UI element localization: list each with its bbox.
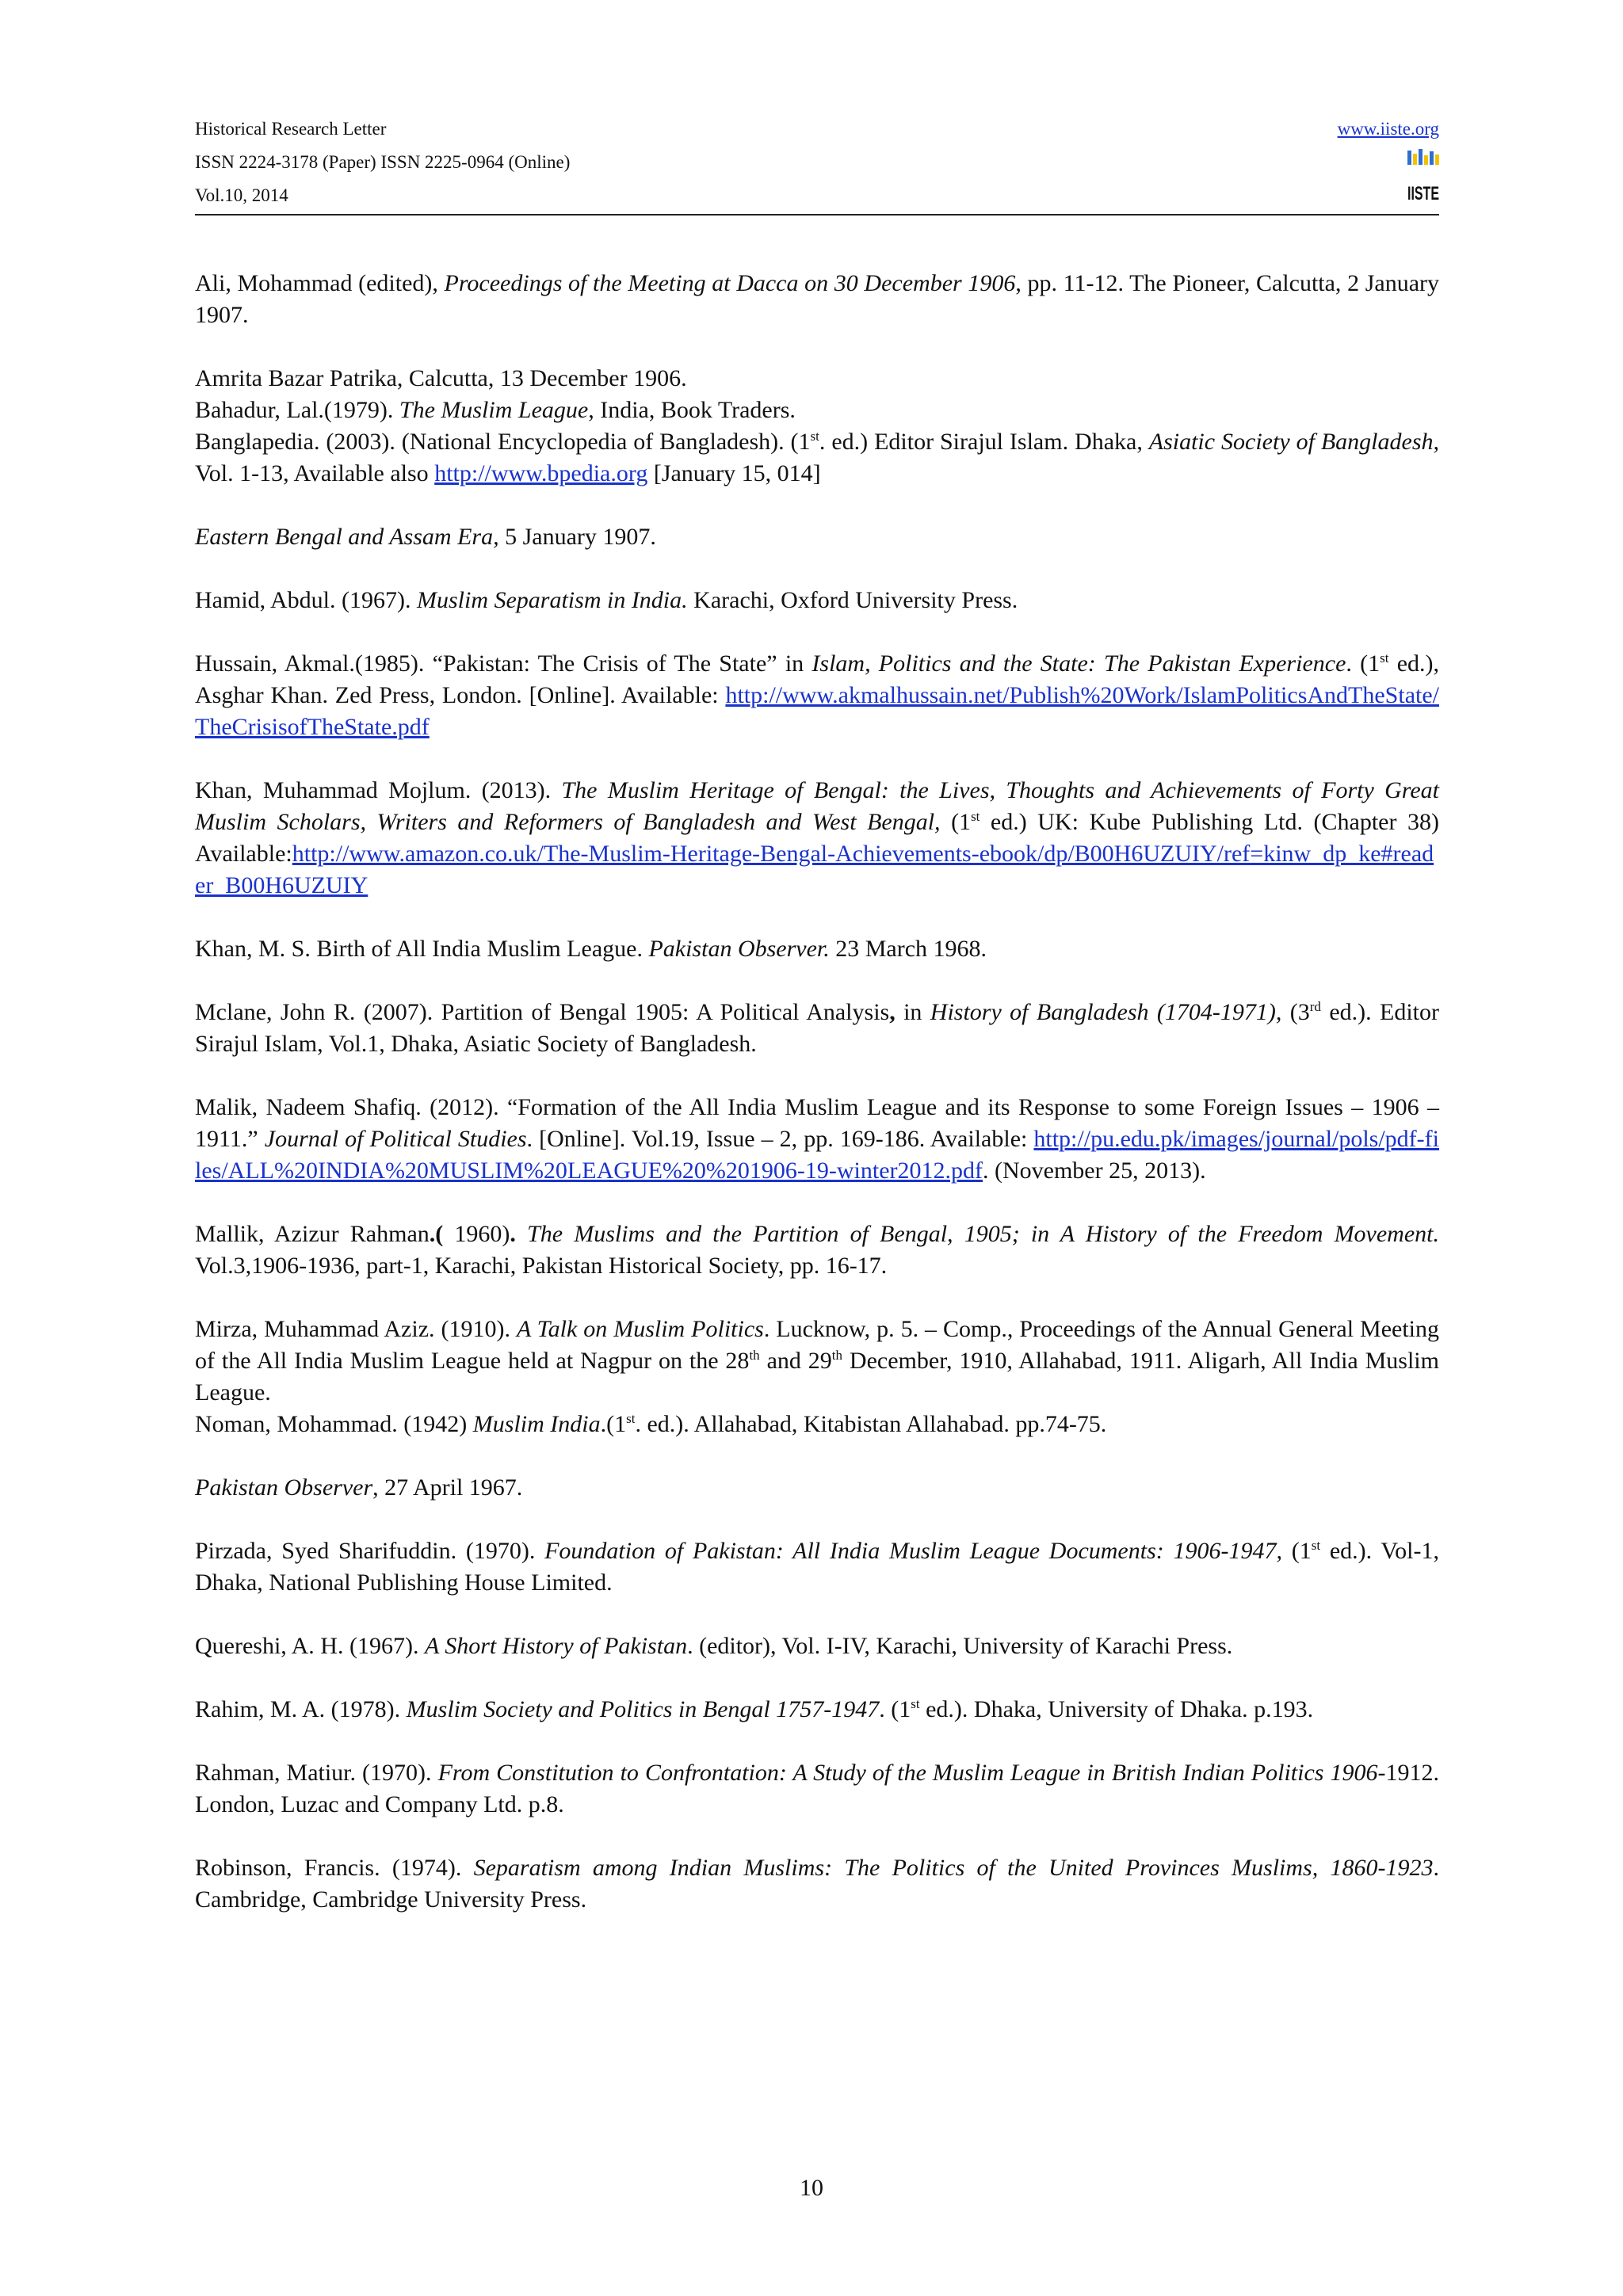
ordinal-superscript: st bbox=[1311, 1538, 1321, 1553]
reference-text: . (November 25, 2013). bbox=[983, 1158, 1206, 1184]
reference-text: . (editor), Vol. I-IV, Karachi, University of Karachi Press. bbox=[687, 1633, 1233, 1659]
reference-text: 5 January 1907. bbox=[498, 524, 656, 550]
reference-text: in bbox=[895, 999, 930, 1025]
reference-title: Proceedings of the Meeting at Dacca on 30 December 1906 bbox=[444, 270, 1016, 296]
reference-text: Mirza, Muhammad Aziz. (1910). bbox=[195, 1316, 517, 1342]
reference-text: ed.) UK: Kube Publishing Ltd. (Chapter 38) Available: bbox=[195, 809, 1439, 867]
reference-link[interactable]: http://pu.edu.pk/images/journal/pols/pdf-files/ALL%20INDIA%20MUSLIM%20LEAGUE%20%201906-19-winter2012.pdf bbox=[195, 1126, 1439, 1184]
reference-text: Rahim, M. A. (1978). bbox=[195, 1696, 407, 1722]
reference-title: The Muslim League bbox=[399, 397, 589, 423]
reference-title: Foundation of Pakistan: All India Muslim League Documents: 1906-1947, bbox=[544, 1538, 1282, 1564]
reference-text: . Lucknow, p. 5. – Comp., Proceedings of the Annual General Meeting of the All India Muslim League held at Nagpur on the 28 bbox=[195, 1316, 1440, 1374]
reference-entry bbox=[195, 1092, 1439, 1187]
reference-text-bold: .( bbox=[429, 1221, 444, 1247]
reference-entry bbox=[195, 1630, 1439, 1662]
reference-entry bbox=[195, 1694, 1439, 1726]
reference-text: Bahadur, Lal.(1979). bbox=[195, 397, 399, 423]
reference-entry bbox=[195, 933, 1439, 965]
reference-entry bbox=[195, 1314, 1439, 1409]
reference-text: . ed.). Allahabad, Kitabistan Allahabad. pp.74-75. bbox=[635, 1411, 1107, 1437]
reference-text: Hussain, Akmal.(1985). “Pakistan: The Crisis of The State” in bbox=[195, 650, 812, 677]
iiste-logo bbox=[1407, 149, 1439, 203]
reference-text-bold: . bbox=[510, 1221, 516, 1247]
reference-text: Vol.3,1906-1936, part-1, Karachi, Pakistan Historical Society, pp. 16-17. bbox=[195, 1253, 888, 1279]
journal-name: Historical Research Letter bbox=[195, 119, 387, 139]
reference-text: Khan, M. S. Birth of All India Muslim League. bbox=[195, 936, 649, 962]
reference-link[interactable]: http://www.akmalhussain.net/Publish%20Work/IslamPoliticsAndTheState/TheCrisisofTheState.pdf bbox=[195, 682, 1439, 740]
reference-title: Islam, Politics and the State: The Pakistan Experience bbox=[812, 650, 1346, 677]
reference-text: . (1 bbox=[1346, 650, 1381, 677]
reference-text: Hamid, Abdul. (1967). bbox=[195, 587, 417, 613]
reference-text-bold: , bbox=[889, 999, 896, 1025]
reference-text: Quereshi, A. H. (1967). bbox=[195, 1633, 425, 1659]
header-rule bbox=[195, 214, 1439, 215]
running-header bbox=[195, 113, 1439, 215]
reference-text bbox=[516, 1221, 527, 1247]
reference-title: A Talk on Muslim Politics bbox=[516, 1316, 764, 1342]
reference-text: Mclane, John R. (2007). Partition of Bengal 1905: A Political Analysis bbox=[195, 999, 890, 1025]
reference-entry bbox=[195, 1535, 1439, 1599]
reference-text: Amrita Bazar Patrika, Calcutta, 13 December 1906. bbox=[195, 365, 687, 391]
reference-text: (1 bbox=[940, 809, 972, 835]
logo-wordmark: IISTE bbox=[1407, 183, 1439, 204]
reference-list bbox=[195, 268, 1439, 1916]
reference-title: Pakistan Observer bbox=[195, 1474, 373, 1501]
reference-text: December, 1910, Allahabad, 1911. Aligarh, All India Muslim League. bbox=[195, 1348, 1439, 1405]
volume-line: Vol.10, 2014 bbox=[195, 185, 288, 205]
reference-text: Banglapedia. (2003). (National Encyclopedia of Bangladesh). (1 bbox=[195, 429, 811, 455]
reference-link[interactable]: http://www.bpedia.org bbox=[434, 460, 648, 486]
reference-title: History of Bangladesh (1704-1971), bbox=[930, 999, 1282, 1025]
reference-entry bbox=[195, 648, 1439, 743]
reference-entry bbox=[195, 1409, 1439, 1440]
ordinal-superscript: th bbox=[749, 1348, 760, 1363]
page-number: 10 bbox=[800, 2175, 823, 2201]
reference-entry bbox=[195, 1852, 1439, 1916]
reference-text: Noman, Mohammad. (1942) bbox=[195, 1411, 473, 1437]
reference-text: . Cambridge, Cambridge University Press. bbox=[195, 1855, 1439, 1913]
reference-text: [January 15, 014] bbox=[647, 460, 821, 486]
reference-text: Mallik, Azizur Rahman bbox=[195, 1221, 430, 1247]
reference-text: , 27 April 1967. bbox=[372, 1474, 523, 1501]
reference-text: Khan, Muhammad Mojlum. (2013). bbox=[195, 777, 562, 803]
reference-text: ed.), Asghar Khan. Zed Press, London. [Online]. Available: bbox=[195, 650, 1440, 708]
reference-link[interactable]: http://www.amazon.co.uk/The-Muslim-Heritage-Bengal-Achievements-ebook/dp/B00H6UZUIY/ref=kinw_dp_ke#reader_B00H6UZUIY bbox=[195, 841, 1434, 898]
reference-text: (1 bbox=[1282, 1538, 1312, 1564]
ordinal-superscript: st bbox=[626, 1411, 636, 1426]
header-left bbox=[195, 113, 570, 212]
reference-text: , pp. 11-12. The Pioneer, Calcutta, 2 January 1907. bbox=[195, 270, 1440, 328]
reference-text: Malik, Nadeem Shafiq. (2012). “Formation of the All India Muslim League and its Response to some Foreign Issues – 1906 – 1911.” bbox=[195, 1094, 1439, 1152]
reference-entry bbox=[195, 775, 1439, 902]
reference-title: Journal of Political Studies bbox=[264, 1126, 527, 1152]
reference-text: 1960) bbox=[443, 1221, 510, 1247]
reference-text: .(1 bbox=[600, 1411, 627, 1437]
reference-entry bbox=[195, 521, 1439, 553]
website-link[interactable]: www.iiste.org bbox=[1337, 119, 1439, 139]
reference-title: Asiatic Society of Bangladesh, bbox=[1148, 429, 1440, 455]
reference-entry bbox=[195, 997, 1439, 1060]
reference-text: ed.). Editor Sirajul Islam, Vol.1, Dhaka, Asiatic Society of Bangladesh. bbox=[195, 999, 1439, 1057]
reference-title: Muslim India bbox=[472, 1411, 601, 1437]
reference-text: Vol. 1-13, Available also bbox=[195, 460, 435, 486]
reference-title: From Constitution to Confrontation: A Study of the Muslim League in British Indian Politics 1906 bbox=[437, 1760, 1378, 1786]
reference-text: 23 March 1968. bbox=[829, 936, 987, 962]
ordinal-superscript: st bbox=[810, 429, 819, 444]
reference-title: A Short History of Pakistan bbox=[424, 1633, 688, 1659]
reference-text: Rahman, Matiur. (1970). bbox=[195, 1760, 438, 1786]
reference-title: Muslim Separatism in India. bbox=[416, 587, 688, 613]
reference-text: . ed.) Editor Sirajul Islam. Dhaka, bbox=[819, 429, 1149, 455]
header-right bbox=[1338, 113, 1439, 146]
reference-entry bbox=[195, 426, 1439, 490]
reference-text: and 29 bbox=[759, 1348, 832, 1374]
reference-entry bbox=[195, 268, 1439, 331]
reference-text: (3 bbox=[1281, 999, 1310, 1025]
ordinal-superscript: st bbox=[1380, 650, 1389, 666]
reference-text: Ali, Mohammad (edited), bbox=[195, 270, 445, 296]
ordinal-superscript: rd bbox=[1309, 999, 1321, 1014]
issn-line: ISSN 2224-3178 (Paper) ISSN 2225-0964 (Online) bbox=[195, 152, 571, 172]
reference-entry bbox=[195, 395, 1439, 426]
reference-title: Pakistan Observer. bbox=[648, 936, 830, 962]
reference-entry bbox=[195, 1219, 1439, 1282]
reference-title: The Muslim Heritage of Bengal: the Lives, Thoughts and Achievements of Forty Great Muslim Scholars, Writers and Reformers of Bangladesh and West Bengal, bbox=[195, 777, 1439, 835]
reference-text: Pirzada, Syed Sharifuddin. (1970). bbox=[195, 1538, 545, 1564]
reference-entry bbox=[195, 363, 1439, 395]
reference-entry bbox=[195, 585, 1439, 616]
reference-text: . (1 bbox=[879, 1696, 911, 1722]
reference-text: ed.). Vol-1, Dhaka, National Publishing House Limited. bbox=[195, 1538, 1439, 1596]
reference-text: Robinson, Francis. (1974). bbox=[195, 1855, 474, 1881]
reference-text: , India, Book Traders. bbox=[588, 397, 796, 423]
reference-title: Separatism among Indian Muslims: The Politics of the United Provinces Muslims, 1860-1923 bbox=[473, 1855, 1434, 1881]
reference-text: . [Online]. Vol.19, Issue – 2, pp. 169-186. Available: bbox=[526, 1126, 1034, 1152]
ordinal-superscript: th bbox=[831, 1348, 843, 1363]
ordinal-superscript: st bbox=[971, 809, 980, 824]
reference-title: Eastern Bengal and Assam Era, bbox=[195, 524, 499, 550]
logo-bars bbox=[1407, 149, 1439, 165]
reference-text: ed.). Dhaka, University of Dhaka. p.193. bbox=[919, 1696, 1314, 1722]
reference-entry bbox=[195, 1472, 1439, 1504]
reference-entry bbox=[195, 1757, 1439, 1821]
ordinal-superscript: st bbox=[911, 1696, 920, 1711]
reference-title: The Muslims and the Partition of Bengal, 1905; in A History of the Freedom Movement. bbox=[527, 1221, 1440, 1247]
reference-title: Muslim Society and Politics in Bengal 1757-1947 bbox=[406, 1696, 880, 1722]
reference-text: Karachi, Oxford University Press. bbox=[687, 587, 1018, 613]
reference-text: -1912. London, Luzac and Company Ltd. p.8. bbox=[195, 1760, 1439, 1817]
iiste-logo-icon bbox=[1407, 149, 1439, 203]
